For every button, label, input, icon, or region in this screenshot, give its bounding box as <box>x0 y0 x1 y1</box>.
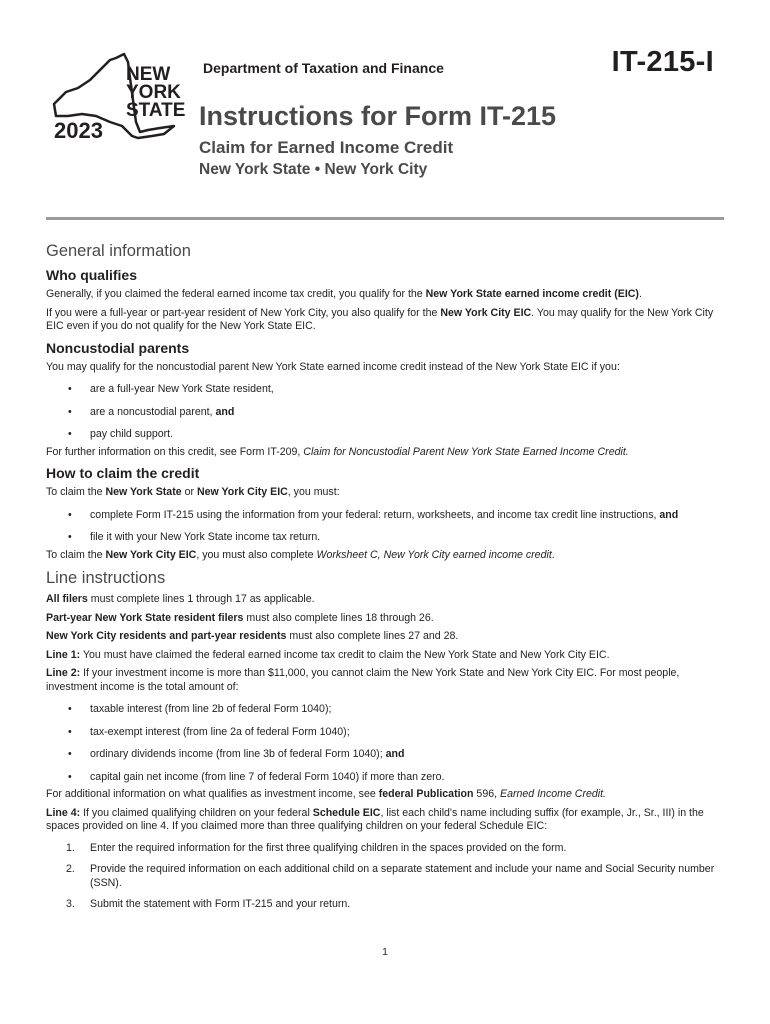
list-item: • capital gain net income (from line 7 of federal Form 1040) if more than zero. <box>68 770 445 783</box>
additional-info-note: For additional information on what qualifies as investment income, see federal Publication 596, Earned Income Credit. <box>46 788 606 800</box>
noncustodial-further-info: For further information on this credit, see Form IT-209, Claim for Noncustodial Parent New York State Earned Income Credit. <box>46 445 629 458</box>
who-qualifies-paragraph-2: If you were a full-year or part-year resident of New York City, you also qualify for the New York City EIC. You may qualify for the New York City EIC even if you do not qualify for the New York State EIC. <box>46 306 714 332</box>
part-year-filers-note: Part-year New York State resident filers must also complete lines 18 through 26. <box>46 611 434 624</box>
noncustodial-intro: You may qualify for the noncustodial parent New York State earned income credit instead of the New York State EIC if you: <box>46 360 620 373</box>
nys-map-icon <box>52 52 188 142</box>
investment-income-list <box>46 703 726 784</box>
logo-line3: STATE <box>126 100 186 121</box>
all-filers-note: All filers must complete lines 1 through 17 as applicable. <box>46 593 315 605</box>
who-qualifies-paragraph-1: Generally, if you claimed the federal earned income tax credit, you qualify for the New York State earned income credit (EIC). <box>46 288 642 300</box>
noncustodial-requirements-list <box>46 383 726 442</box>
nyc-residents-note: New York City residents and part-year residents must also complete lines 27 and 28. <box>46 630 459 642</box>
list-item: • ordinary dividends income (from line 3b of federal Form 1040); and <box>68 748 405 760</box>
how-to-claim-intro: To claim the New York State or New York City EIC, you must: <box>46 486 340 498</box>
line-4-steps <box>46 842 726 912</box>
list-item: 1. Enter the required information for the first three qualifying children in the spaces provided on the form. <box>66 841 567 854</box>
list-item: • taxable interest (from line 2b of federal Form 1040); <box>68 703 332 715</box>
subheading-noncustodial-parents: Noncustodial parents <box>46 339 190 356</box>
list-item: 2. Provide the required information on each additional child on a separate statement and include your name and Social Security number (SSN). <box>66 863 715 889</box>
page-number: 1 <box>382 946 388 958</box>
list-item: • file it with your New York State income tax return. <box>68 531 321 543</box>
section-heading-general: General information <box>46 242 191 260</box>
page-title: Instructions for Form IT-215 <box>199 101 557 131</box>
department-name: Department of Taxation and Finance <box>203 60 444 76</box>
instructions-body <box>46 240 726 920</box>
subheading-who-qualifies: Who qualifies <box>46 267 137 283</box>
header-divider <box>46 217 724 220</box>
list-item: • are a full-year New York State resident, <box>68 383 274 395</box>
subheading-how-to-claim: How to claim the credit <box>46 465 200 481</box>
page-subtitle-jurisdiction: New York State • New York City <box>199 161 428 178</box>
logo-line1: NEW <box>126 64 171 85</box>
logo-line2: YORK <box>126 82 181 103</box>
how-to-claim-list <box>46 509 726 545</box>
list-item: • are a noncustodial parent, and <box>68 405 235 418</box>
logo-year: 2023 <box>54 118 103 142</box>
nys-2023-logo <box>52 52 188 142</box>
page-subtitle: Claim for Earned Income Credit <box>199 138 454 157</box>
line-1-instruction: Line 1: You must have claimed the federal earned income tax credit to claim the New York State and New York City EIC. <box>46 648 610 661</box>
nyc-eic-worksheet-note: To claim the New York City EIC, you must also complete Worksheet C, New York City earned income credit. <box>46 548 555 561</box>
section-heading-line-instructions: Line instructions <box>46 569 166 587</box>
list-item: • pay child support. <box>68 428 174 440</box>
line-4-instruction: Line 4: If you claimed qualifying children on your federal Schedule EIC, list each child's name including suffix (for example, Jr., Sr., III) in the spaces provided on line 4. If you claimed more than three qualifying children on your federal Schedule EIC: <box>46 806 704 832</box>
line-2-instruction: Line 2: If your investment income is more than $11,000, you cannot claim the New York State and New York City EIC. For most people, investment income is the total amount of: <box>46 667 680 693</box>
list-item: • complete Form IT-215 using the information from your federal: return, worksheets, and income tax credit line instructions, and <box>68 508 679 521</box>
list-item: • tax-exempt interest (from line 2a of federal Form 1040); <box>68 725 350 738</box>
list-item: 3. Submit the statement with Form IT-215 and your return. <box>66 898 351 910</box>
form-id: IT-215-I <box>611 46 714 78</box>
